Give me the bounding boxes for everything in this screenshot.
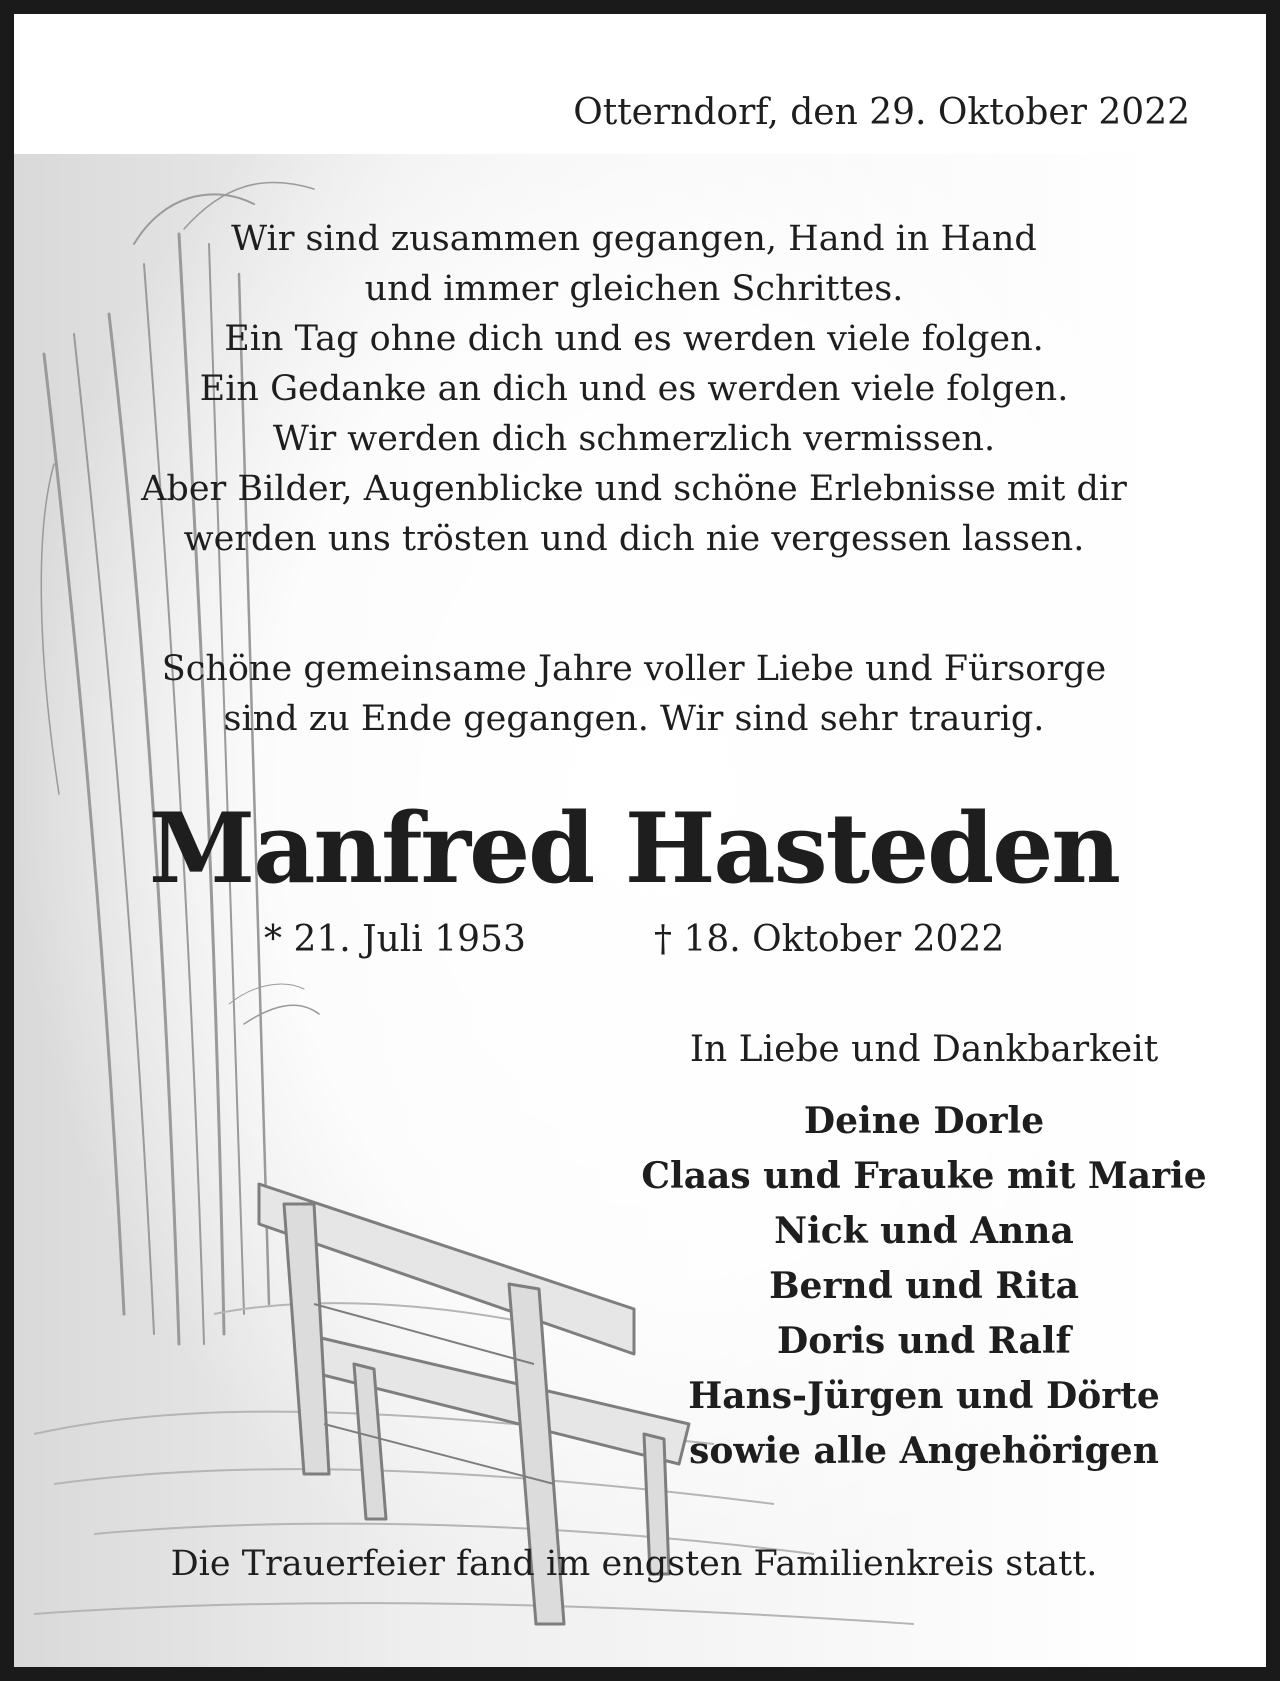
poem-line: werden uns trösten und dich nie vergessen lassen. — [183, 519, 1085, 559]
poem-line: und immer gleichen Schrittes. — [364, 269, 904, 309]
note-line: Schöne gemeinsame Jahre voller Liebe und Fürsorge — [161, 649, 1107, 689]
grief-note — [54, 644, 1214, 744]
place-date: Otterndorf, den 29. Oktober 2022 — [573, 92, 1190, 133]
poem-line: Ein Tag ohne dich und es werden viele folgen. — [224, 319, 1044, 359]
funeral-note: Die Trauerfeier fand im engsten Familienkreis statt. — [170, 1544, 1098, 1584]
mourner: Doris und Ralf — [777, 1320, 1071, 1362]
poem-line: Wir werden dich schmerzlich vermissen. — [272, 419, 996, 459]
mourner: Bernd und Rita — [769, 1265, 1079, 1307]
signoff: In Liebe und Dankbarkeit — [689, 1029, 1159, 1070]
notice-text — [14, 14, 1266, 1667]
deceased-name: Manfred Hasteden — [148, 792, 1120, 905]
note-line: sind zu Ende gegangen. Wir sind sehr traurig. — [223, 699, 1045, 739]
mourner: Claas und Frauke mit Marie — [641, 1155, 1207, 1197]
mourner: Nick und Anna — [774, 1210, 1074, 1252]
mourner: sowie alle Angehörigen — [689, 1430, 1159, 1472]
poem — [54, 214, 1214, 564]
death-date: † 18. Oktober 2022 — [654, 919, 1005, 960]
poem-line: Wir sind zusammen gegangen, Hand in Hand — [231, 219, 1037, 259]
poem-line: Aber Bilder, Augenblicke und schöne Erlebnisse mit dir — [141, 469, 1127, 509]
mourner: Deine Dorle — [803, 1100, 1045, 1142]
poem-line: Ein Gedanke an dich und es werden viele folgen. — [199, 369, 1069, 409]
birth-date: * 21. Juli 1953 — [264, 919, 526, 960]
mourner: Hans-Jürgen und Dörte — [688, 1375, 1160, 1417]
mourners-list — [614, 1094, 1234, 1479]
